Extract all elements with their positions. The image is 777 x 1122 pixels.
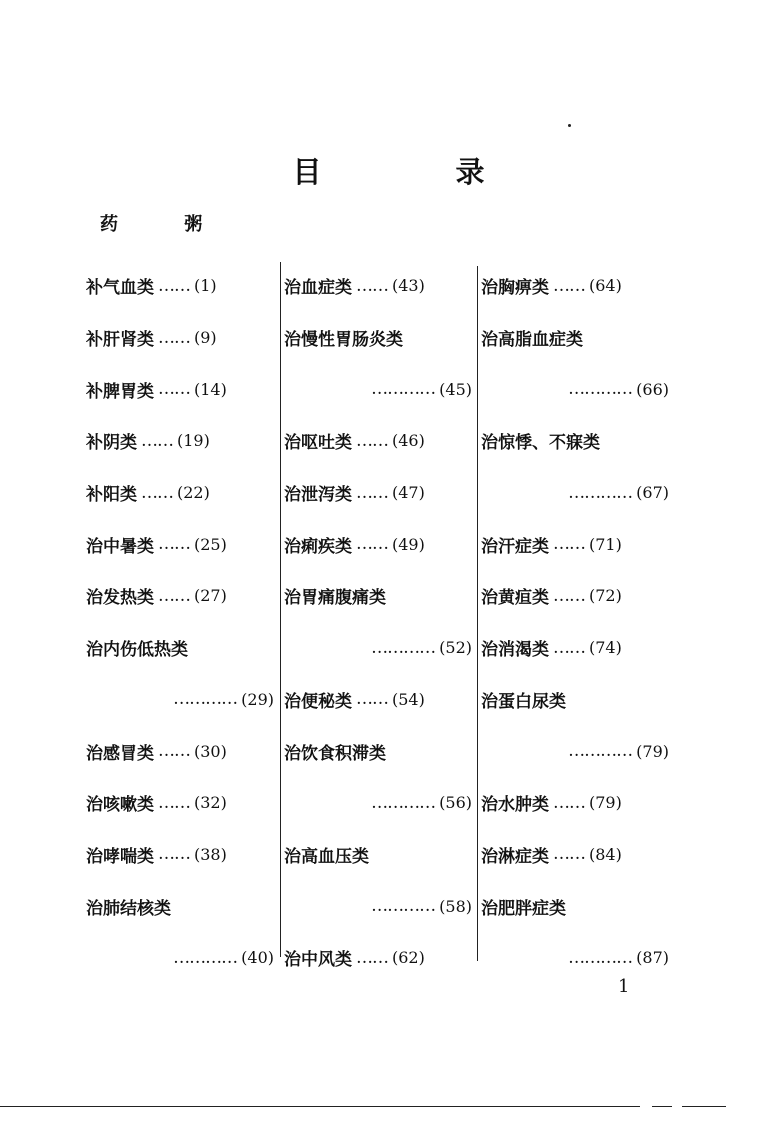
column-divider-1 bbox=[280, 262, 281, 957]
toc-page-number: (27) bbox=[194, 586, 227, 606]
toc-leader-dots: …… bbox=[158, 844, 190, 865]
toc-leader-dots: …… bbox=[553, 585, 585, 606]
toc-entry-label: 治水肿类 bbox=[481, 795, 549, 816]
toc-leader-dots: ………… bbox=[173, 689, 238, 710]
toc-entry bbox=[86, 674, 274, 726]
toc-page-number: (71) bbox=[589, 534, 622, 554]
toc-page-number: (66) bbox=[636, 379, 669, 399]
toc-entry-label: 治汗症类 bbox=[481, 536, 549, 557]
toc-leader-dots: ………… bbox=[371, 792, 436, 813]
toc-entry-label: 治慢性胃肠炎类 bbox=[284, 330, 403, 351]
toc-column-2 bbox=[284, 260, 472, 984]
toc-leader-dots: …… bbox=[158, 741, 190, 762]
toc-entry-label: 补阴类 bbox=[86, 433, 137, 454]
toc-entry-label: 治胸痹类 bbox=[481, 278, 549, 299]
toc-entry-label: 治便秘类 bbox=[284, 691, 352, 712]
toc-entry bbox=[86, 622, 274, 674]
toc-leader-dots: …… bbox=[158, 534, 190, 555]
toc-page-number: (47) bbox=[392, 483, 425, 503]
toc-page-number: (30) bbox=[194, 741, 227, 761]
toc-entry-label: 治惊悸、不寐类 bbox=[481, 433, 600, 454]
toc-entry bbox=[86, 570, 274, 622]
toc-leader-dots: ………… bbox=[371, 896, 436, 917]
toc-page-number: (40) bbox=[241, 948, 274, 968]
toc-entry bbox=[86, 467, 274, 519]
toc-entry bbox=[284, 777, 472, 829]
toc-page-number: (43) bbox=[392, 276, 425, 296]
toc-page-number: (56) bbox=[439, 793, 472, 813]
page-title: 目 录 bbox=[292, 155, 547, 189]
toc-leader-dots: …… bbox=[158, 327, 190, 348]
toc-entry-label: 治发热类 bbox=[86, 588, 154, 609]
toc-page-number: (32) bbox=[194, 793, 227, 813]
toc-leader-dots: …… bbox=[356, 482, 388, 503]
toc-entry-label: 治内伤低热类 bbox=[86, 640, 188, 661]
toc-entry bbox=[284, 932, 472, 984]
toc-entry-label: 治呕吐类 bbox=[284, 433, 352, 454]
toc-page-number: (54) bbox=[392, 689, 425, 709]
toc-entry bbox=[284, 829, 472, 881]
toc-entry bbox=[284, 880, 472, 932]
toc-leader-dots: …… bbox=[356, 689, 388, 710]
toc-entry bbox=[284, 518, 472, 570]
toc-entry-label: 治淋症类 bbox=[481, 846, 549, 867]
print-speck bbox=[568, 124, 571, 127]
toc-entry-label: 补脾胃类 bbox=[86, 381, 154, 402]
page-number: 1 bbox=[618, 976, 630, 997]
toc-entry bbox=[284, 312, 472, 364]
toc-leader-dots: …… bbox=[553, 534, 585, 555]
toc-entry bbox=[481, 880, 669, 932]
toc-page-number: (79) bbox=[636, 741, 669, 761]
toc-page-number: (49) bbox=[392, 534, 425, 554]
toc-leader-dots: ………… bbox=[568, 741, 633, 762]
toc-entry bbox=[284, 622, 472, 674]
toc-entry bbox=[284, 415, 472, 467]
toc-entry bbox=[86, 725, 274, 777]
toc-entry-label: 治血症类 bbox=[284, 278, 352, 299]
toc-entry-label: 治痢疾类 bbox=[284, 536, 352, 557]
toc-entry-label: 治感冒类 bbox=[86, 743, 154, 764]
toc-page-number: (25) bbox=[194, 534, 227, 554]
toc-entry bbox=[284, 467, 472, 519]
toc-entry bbox=[481, 674, 669, 726]
toc-entry-label: 治泄泻类 bbox=[284, 485, 352, 506]
toc-entry bbox=[481, 570, 669, 622]
toc-entry-label: 治胃痛腹痛类 bbox=[284, 588, 386, 609]
toc-entry bbox=[481, 518, 669, 570]
toc-entry-label: 治咳嗽类 bbox=[86, 795, 154, 816]
toc-leader-dots: ………… bbox=[568, 482, 633, 503]
toc-entry bbox=[86, 312, 274, 364]
toc-entry bbox=[481, 312, 669, 364]
toc-leader-dots: ………… bbox=[371, 637, 436, 658]
toc-leader-dots: …… bbox=[141, 430, 173, 451]
toc-page-number: (14) bbox=[194, 379, 227, 399]
bottom-rule-dash bbox=[682, 1106, 726, 1107]
toc-leader-dots: …… bbox=[356, 275, 388, 296]
toc-entry bbox=[86, 880, 274, 932]
column-divider-2 bbox=[477, 266, 478, 961]
toc-page-number: (84) bbox=[589, 844, 622, 864]
section-heading: 药 粥 bbox=[100, 214, 233, 235]
toc-page-number: (87) bbox=[636, 948, 669, 968]
toc-entry bbox=[481, 777, 669, 829]
toc-leader-dots: …… bbox=[553, 792, 585, 813]
toc-leader-dots: …… bbox=[158, 379, 190, 400]
toc-entry bbox=[284, 260, 472, 312]
toc-entry-label: 治高血压类 bbox=[284, 846, 369, 867]
toc-page-number: (9) bbox=[194, 328, 217, 348]
toc-page-number: (64) bbox=[589, 276, 622, 296]
toc-entry bbox=[481, 467, 669, 519]
toc-entry bbox=[86, 777, 274, 829]
toc-entry-label: 补肝肾类 bbox=[86, 330, 154, 351]
toc-entry-label: 治中风类 bbox=[284, 950, 352, 971]
toc-entry-label: 治肥胖症类 bbox=[481, 898, 566, 919]
toc-page-number: (46) bbox=[392, 431, 425, 451]
toc-entry bbox=[284, 725, 472, 777]
toc-entry bbox=[284, 570, 472, 622]
toc-leader-dots: …… bbox=[141, 482, 173, 503]
toc-page-number: (45) bbox=[439, 379, 472, 399]
toc-leader-dots: …… bbox=[158, 792, 190, 813]
toc-entry-label: 治哮喘类 bbox=[86, 846, 154, 867]
toc-leader-dots: …… bbox=[158, 275, 190, 296]
toc-page-number: (62) bbox=[392, 948, 425, 968]
toc-entry bbox=[86, 829, 274, 881]
toc-entry bbox=[481, 622, 669, 674]
toc-page-number: (38) bbox=[194, 844, 227, 864]
toc-leader-dots: …… bbox=[356, 534, 388, 555]
toc-leader-dots: …… bbox=[356, 430, 388, 451]
bottom-rule-dash bbox=[652, 1106, 672, 1107]
toc-entry-label: 补阳类 bbox=[86, 485, 137, 506]
toc-entry-label: 治中暑类 bbox=[86, 536, 154, 557]
toc-leader-dots: ………… bbox=[568, 379, 633, 400]
toc-column-3 bbox=[481, 260, 669, 984]
toc-entry-label: 治蛋白尿类 bbox=[481, 691, 566, 712]
toc-page-number: (29) bbox=[241, 689, 274, 709]
toc-page-number: (74) bbox=[589, 638, 622, 658]
toc-entry-label: 补气血类 bbox=[86, 278, 154, 299]
toc-entry-label: 治黄疸类 bbox=[481, 588, 549, 609]
toc-column-1 bbox=[86, 260, 274, 984]
toc-leader-dots: ………… bbox=[371, 379, 436, 400]
toc-entry bbox=[86, 415, 274, 467]
toc-entry bbox=[481, 932, 669, 984]
toc-page-number: (22) bbox=[177, 483, 210, 503]
toc-entry-label: 治饮食积滞类 bbox=[284, 743, 386, 764]
toc-page-number: (52) bbox=[439, 638, 472, 658]
toc-entry bbox=[481, 363, 669, 415]
toc-page-number: (79) bbox=[589, 793, 622, 813]
toc-page-number: (58) bbox=[439, 896, 472, 916]
toc-leader-dots: …… bbox=[356, 947, 388, 968]
toc-entry bbox=[481, 260, 669, 312]
bottom-rule bbox=[0, 1106, 640, 1107]
toc-leader-dots: ………… bbox=[173, 947, 238, 968]
toc-page-number: (72) bbox=[589, 586, 622, 606]
toc-entry bbox=[284, 363, 472, 415]
toc-leader-dots: …… bbox=[158, 585, 190, 606]
toc-entry bbox=[284, 674, 472, 726]
toc-leader-dots: ………… bbox=[568, 947, 633, 968]
toc-page-number: (1) bbox=[194, 276, 217, 296]
toc-leader-dots: …… bbox=[553, 275, 585, 296]
toc-entry bbox=[86, 260, 274, 312]
toc-entry bbox=[86, 932, 274, 984]
toc-leader-dots: …… bbox=[553, 637, 585, 658]
toc-entry bbox=[481, 829, 669, 881]
toc-page-number: (19) bbox=[177, 431, 210, 451]
toc-entry-label: 治高脂血症类 bbox=[481, 330, 583, 351]
toc-page-number: (67) bbox=[636, 483, 669, 503]
toc-entry bbox=[86, 518, 274, 570]
toc-entry-label: 治消渴类 bbox=[481, 640, 549, 661]
toc-entry bbox=[481, 725, 669, 777]
toc-entry bbox=[86, 363, 274, 415]
toc-entry bbox=[481, 415, 669, 467]
toc-entry-label: 治肺结核类 bbox=[86, 898, 171, 919]
toc-leader-dots: …… bbox=[553, 844, 585, 865]
